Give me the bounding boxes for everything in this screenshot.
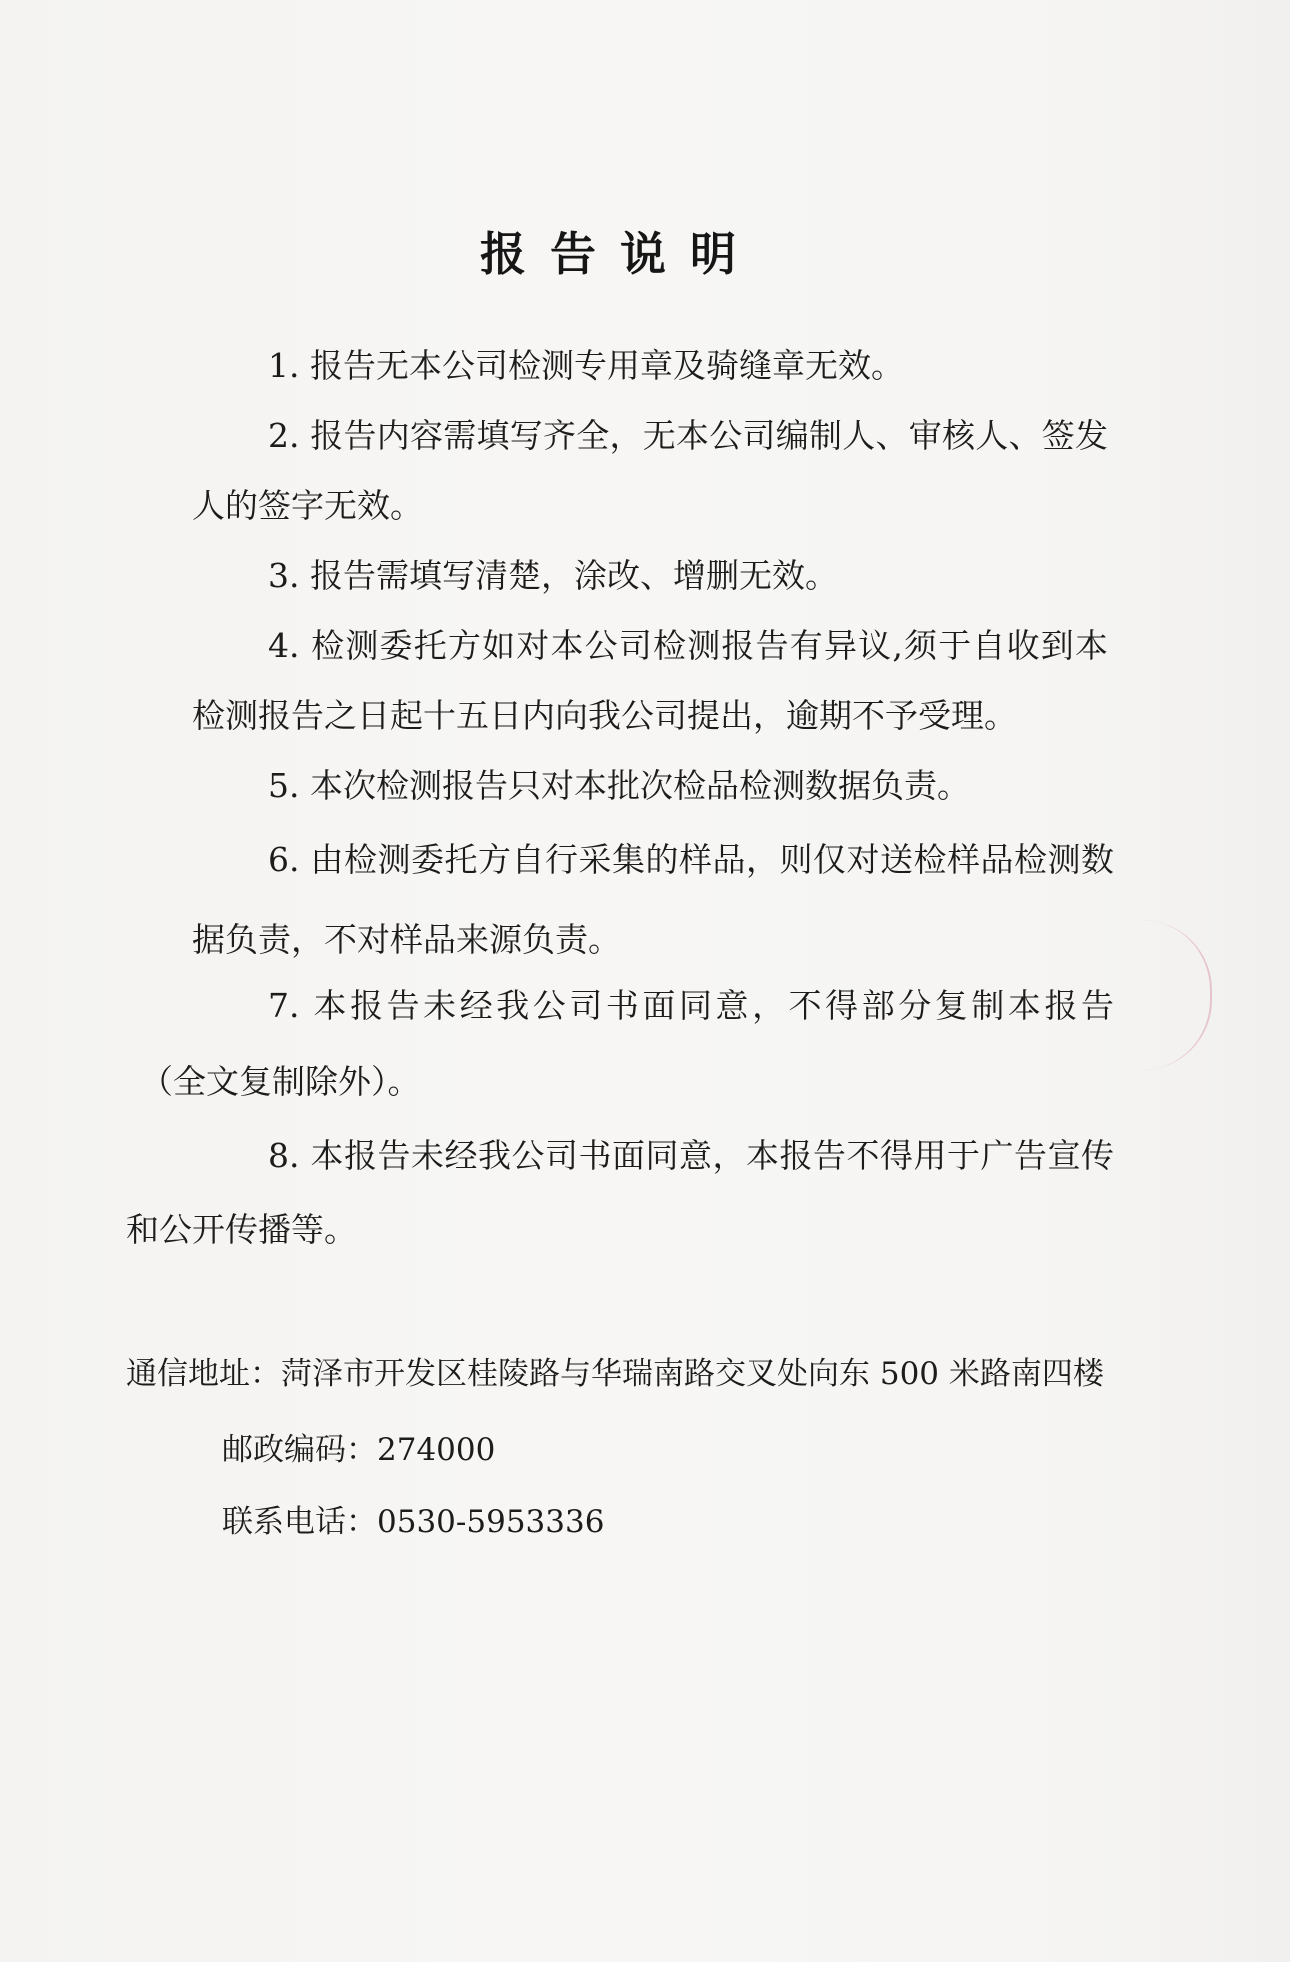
item-2-line-2: 人的签字无效。 — [192, 486, 423, 525]
contact-address — [126, 1352, 1104, 1396]
item-6-line-1: 6. 由检测委托方自行采集的样品，则仅对送检样品检测数 — [268, 840, 1114, 879]
postcode-label: 邮政编码： — [222, 1432, 377, 1468]
item-7-line-1: 7. 本报告未经我公司书面同意，不得部分复制本报告 — [268, 986, 1114, 1025]
item-2-line-1: 2. 报告内容需填写齐全，无本公司编制人、审核人、签发 — [268, 416, 1108, 455]
item-5: 5. 本次检测报告只对本批次检品检测数据负责。 — [268, 766, 970, 805]
item-4-line-1: 4. 检测委托方如对本公司检测报告有异议,须于自收到本 — [268, 626, 1108, 665]
contact-postcode — [222, 1428, 495, 1472]
page-title: 报告说明 — [480, 227, 760, 281]
phone-value: 0530-5953336 — [377, 1504, 605, 1540]
postcode-value: 274000 — [377, 1432, 496, 1468]
item-8-line-2: 和公开传播等。 — [126, 1210, 357, 1249]
seal-remnant-icon — [1140, 920, 1212, 1070]
address-value: 菏泽市开发区桂陵路与华瑞南路交叉处向东 500 米路南四楼 — [281, 1356, 1104, 1392]
item-3: 3. 报告需填写清楚，涂改、增删无效。 — [268, 556, 838, 595]
item-4-line-2: 检测报告之日起十五日内向我公司提出，逾期不予受理。 — [192, 696, 1017, 735]
item-7-line-2: （全文复制除外）。 — [140, 1062, 421, 1101]
item-6-line-2: 据负责，不对样品来源负责。 — [192, 920, 621, 959]
phone-label: 联系电话： — [222, 1504, 377, 1540]
item-8-line-1: 8. 本报告未经我公司书面同意，本报告不得用于广告宣传 — [268, 1136, 1114, 1175]
address-label: 通信地址： — [126, 1356, 281, 1392]
contact-phone — [222, 1500, 604, 1544]
item-1: 1. 报告无本公司检测专用章及骑缝章无效。 — [268, 346, 904, 385]
